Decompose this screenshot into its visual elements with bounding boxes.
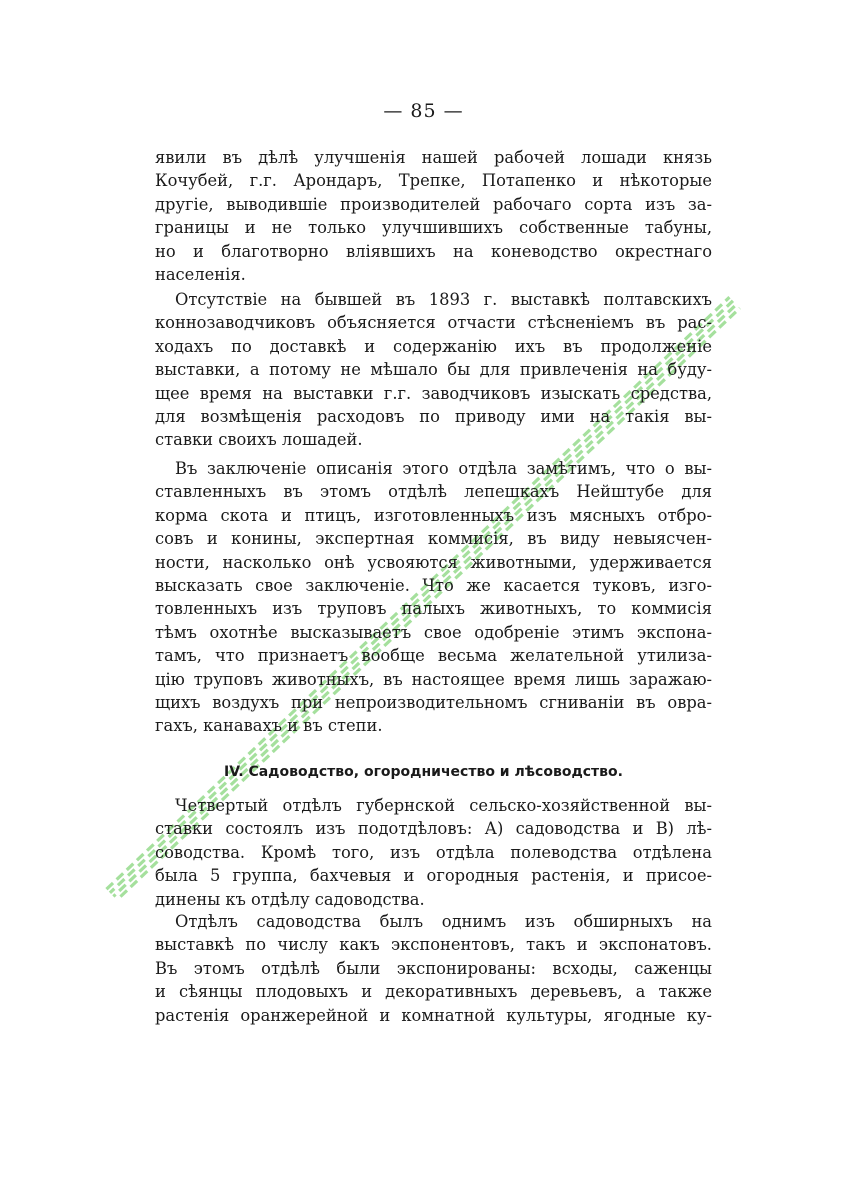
text-line: товленныхъ изъ труповъ палыхъ животныхъ, то коммисія bbox=[155, 599, 712, 619]
text-line: щихъ воздухъ при непроизводительномъ сгниваніи въ овра- bbox=[155, 692, 712, 712]
text-line: тамъ, что признаетъ вообще весьма желательной утилиза- bbox=[155, 646, 712, 666]
text-line: ности, насколько онѣ усвояются животными, удерживается bbox=[155, 552, 712, 572]
text-line: цію труповъ животныхъ, въ настоящее время лишь заражаю- bbox=[155, 669, 712, 689]
paragraph-2 bbox=[155, 288, 712, 452]
paragraph-5 bbox=[155, 910, 712, 1027]
text-line: тѣмъ охотнѣе высказываетъ свое одобреніе этимъ экспона- bbox=[155, 622, 712, 642]
text-line: высказать свое заключеніе. Что же касается туковъ, изго- bbox=[155, 575, 712, 595]
text-line: другіе, выводившіе производителей рабочаго сорта изъ за- bbox=[155, 194, 712, 214]
text-line: ставленныхъ въ этомъ отдѣлѣ лепешкахъ Нейштубе для bbox=[155, 482, 712, 502]
text-line: Четвертый отдѣлъ губернской сельско-хозяйственной вы- bbox=[175, 796, 712, 815]
text-line: ставки своихъ лошадей. bbox=[155, 430, 363, 450]
text-line: щее время на выставки г.г. заводчиковъ изыскать средства, bbox=[155, 383, 712, 403]
text-line: гахъ, канавахъ и въ степи. bbox=[155, 716, 383, 736]
text-line: для возмѣщенія расходовъ по приводу ими на такія вы- bbox=[155, 406, 712, 426]
text-line: границы и не только улучшившихъ собственные табуны, bbox=[155, 218, 712, 238]
text-line: населенія. bbox=[155, 264, 246, 284]
text-line: динены къ отдѣлу садоводства. bbox=[155, 889, 425, 909]
text-line: Кочубей, г.г. Арондаръ, Трепке, Потапенко и нѣкоторые bbox=[155, 171, 712, 191]
text-line: растенія оранжерейной и комнатной культуры, ягодные ку- bbox=[155, 1005, 712, 1025]
paragraph-3 bbox=[155, 457, 712, 738]
text-line: Въ этомъ отдѣлѣ были экспонированы: всходы, саженцы bbox=[155, 958, 712, 978]
text-line: Отсутствіе на бывшей въ 1893 г. выставкѣ полтавскихъ bbox=[175, 290, 712, 309]
text-line: явили въ дѣлѣ улучшенія нашей рабочей лошади князь bbox=[155, 148, 712, 167]
text-line: корма скота и птицъ, изготовленныхъ изъ мясныхъ отбро- bbox=[155, 505, 712, 525]
text-line: ходахъ по доставкѣ и содержанію ихъ въ продолженіе bbox=[155, 336, 712, 356]
text-line: выставкѣ по числу какъ экспонентовъ, такъ и экспонатовъ. bbox=[155, 935, 712, 955]
text-line: выставки, а потому не мѣшало бы для привлеченія на буду- bbox=[155, 360, 712, 380]
text-line: совъ и конины, экспертная коммисія, въ виду невыясчен- bbox=[155, 529, 712, 549]
text-line: но и благотворно вліявшихъ на коневодство окрестнаго bbox=[155, 241, 712, 261]
text-line: и сѣянцы плодовыхъ и декоративныхъ деревьевъ, а также bbox=[155, 982, 712, 1002]
text-line: Въ заключеніе описанія этого отдѣла замѣтимъ, что о вы- bbox=[175, 459, 712, 478]
page-number: — 85 — bbox=[383, 100, 464, 122]
section-heading: IV. Садоводство, огородничество и лѣсоводство. bbox=[224, 764, 623, 780]
text-line: ставки состоялъ изъ подотдѣловъ: А) садоводства и В) лѣ- bbox=[155, 819, 712, 839]
text-line: соводства. Кромѣ того, изъ отдѣла полеводства отдѣлена bbox=[155, 842, 712, 862]
text-line: Отдѣлъ садоводства былъ однимъ изъ обширныхъ на bbox=[175, 912, 712, 931]
paragraph-4 bbox=[155, 794, 712, 911]
text-line: коннозаводчиковъ объясняется отчасти стѣсненіемъ въ рас- bbox=[155, 313, 712, 333]
text-line: была 5 группа, бахчевыя и огородныя растенія, и присое- bbox=[155, 866, 712, 886]
paragraph-1 bbox=[155, 146, 712, 286]
